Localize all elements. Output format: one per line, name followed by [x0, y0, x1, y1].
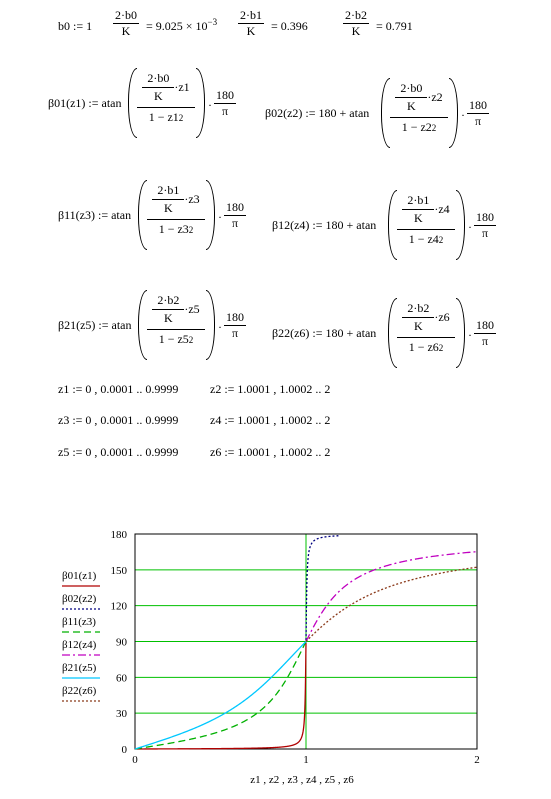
atan-argument — [396, 193, 456, 247]
inner-denominator: K — [413, 211, 423, 225]
factor-numerator: 180 — [476, 210, 494, 224]
legend-label: β02(z2) — [62, 593, 97, 605]
equation-lhs: β02(z2) := 180 + atan — [265, 106, 370, 120]
legend-label: β21(z5) — [62, 662, 97, 674]
fraction-numerator: 2·b2 — [345, 8, 367, 22]
fraction-2b2-over-k[interactable] — [343, 9, 369, 37]
equation-lhs: β01(z1) := atan — [48, 96, 122, 110]
variable-multiplier: ·z5 — [184, 302, 200, 316]
argument-numerator — [395, 81, 442, 114]
value-text: = 9.025 × 10 — [146, 19, 208, 33]
argument-denominator: 1 − z6 2 — [408, 340, 444, 354]
factor-denominator: π — [221, 103, 229, 118]
atan-argument — [136, 71, 196, 125]
argument-numerator — [152, 293, 199, 326]
degree-factor — [224, 311, 246, 339]
argument-denominator: 1 − z2 2 — [401, 120, 437, 134]
x-tick-label: 0 — [132, 754, 138, 766]
denominator-text: 1 − z4 — [408, 232, 439, 246]
equation-beta12[interactable] — [272, 190, 502, 260]
argument-fraction-bar — [397, 337, 455, 338]
factor-numerator: 180 — [469, 98, 487, 112]
argument-fraction-bar — [147, 219, 205, 220]
dot-operator: · — [461, 108, 465, 122]
variable-multiplier: ·z1 — [174, 80, 190, 94]
degree-factor — [474, 211, 496, 239]
argument-fraction-bar — [390, 117, 448, 118]
argument-denominator: 1 − z4 2 — [408, 232, 444, 246]
inner-numerator: 2·b1 — [157, 183, 180, 197]
argument-fraction-bar — [397, 229, 455, 230]
inner-fraction-bar — [142, 87, 174, 88]
b0-ratio-value — [146, 17, 218, 33]
argument-denominator: 1 − z1 2 — [148, 110, 184, 124]
denominator-text: 1 − z5 — [158, 332, 189, 346]
inner-numerator: 2·b2 — [407, 301, 430, 315]
inner-fraction-bar — [152, 309, 184, 310]
exponent: −3 — [207, 17, 218, 27]
inner-fraction-bar — [152, 199, 184, 200]
equation-beta01[interactable] — [48, 68, 278, 138]
denominator-text: 1 − z6 — [408, 340, 439, 354]
b2-ratio-value: = 0.791 — [376, 19, 413, 33]
inner-denominator: K — [163, 201, 173, 215]
y-tick-label: 0 — [121, 744, 127, 756]
denominator-text: 1 − z3 — [158, 222, 189, 236]
legend-label: β01(z1) — [62, 570, 97, 582]
right-paren — [449, 78, 458, 148]
y-tick-label: 120 — [110, 600, 127, 613]
factor-numerator: 180 — [476, 318, 494, 332]
degree-factor — [224, 201, 246, 229]
x-tick-label: 1 — [303, 754, 309, 766]
dot-operator: · — [218, 210, 222, 224]
inner-denominator: K — [413, 319, 423, 333]
right-paren — [206, 290, 215, 360]
factor-denominator: π — [481, 225, 489, 240]
dot-operator: · — [218, 320, 222, 334]
range-z4[interactable]: z4 := 1.0001 , 1.0002 .. 2 — [210, 413, 331, 427]
inner-numerator: 2·b0 — [147, 71, 170, 85]
fraction-denominator: K — [351, 23, 361, 38]
legend-label: β11(z3) — [62, 616, 96, 628]
fraction-numerator: 2·b1 — [240, 8, 262, 22]
x-tick-label: 2 — [474, 754, 480, 766]
degree-factor — [474, 319, 496, 347]
range-z1[interactable]: z1 := 0 , 0.0001 .. 0.9999 — [58, 382, 179, 396]
denominator-text: 1 − z1 — [148, 110, 179, 124]
series-line — [135, 642, 306, 749]
argument-numerator — [402, 193, 449, 226]
factor-numerator: 180 — [216, 88, 234, 102]
series-line — [306, 567, 477, 641]
y-tick-label: 30 — [116, 708, 127, 721]
dot-operator: · — [468, 328, 472, 342]
plot-svg — [0, 520, 551, 799]
factor-denominator: π — [231, 325, 239, 340]
atan-argument — [146, 183, 206, 237]
equation-lhs: β12(z4) := 180 + atan — [272, 218, 377, 232]
inner-fraction-bar — [402, 317, 434, 318]
equation-lhs: β21(z5) := atan — [58, 318, 132, 332]
equation-beta02[interactable] — [265, 78, 495, 148]
inner-numerator: 2·b0 — [400, 81, 423, 95]
y-tick-label: 90 — [116, 636, 127, 649]
inner-denominator: K — [153, 89, 163, 103]
range-z3[interactable]: z3 := 0 , 0.0001 .. 0.9999 — [58, 413, 179, 427]
argument-fraction-bar — [147, 329, 205, 330]
fraction-denominator: K — [246, 23, 256, 38]
atan-argument — [389, 81, 449, 135]
equation-beta22[interactable] — [272, 298, 502, 368]
factor-denominator: π — [481, 333, 489, 348]
fraction-denominator: K — [121, 23, 131, 38]
degree-factor — [214, 89, 236, 117]
equation-lhs: β22(z6) := 180 + atan — [272, 326, 377, 340]
series-line — [306, 552, 477, 642]
denominator-text: 1 − z2 — [401, 120, 432, 134]
argument-numerator — [402, 301, 449, 334]
range-z2[interactable]: z2 := 1.0001 , 1.0002 .. 2 — [210, 382, 331, 396]
argument-fraction-bar — [137, 107, 195, 108]
argument-denominator: 1 − z3 2 — [158, 222, 194, 236]
variable-multiplier: ·z4 — [434, 202, 450, 216]
inner-denominator: K — [163, 311, 173, 325]
series-line — [135, 643, 306, 749]
argument-numerator — [142, 71, 189, 104]
equation-beta21[interactable] — [58, 290, 288, 360]
inner-numerator: 2·b1 — [407, 193, 430, 207]
inner-denominator: K — [406, 99, 416, 113]
y-tick-label: 180 — [110, 529, 127, 541]
right-paren — [456, 190, 465, 260]
right-paren — [206, 180, 215, 250]
factor-numerator: 180 — [226, 200, 244, 214]
series-line — [135, 642, 306, 749]
factor-denominator: π — [231, 215, 239, 230]
y-tick-label: 60 — [116, 672, 127, 685]
equation-beta11[interactable] — [58, 180, 288, 250]
factor-denominator: π — [474, 113, 482, 128]
equation-lhs: β11(z3) := atan — [58, 208, 132, 222]
variable-multiplier: ·z3 — [184, 192, 200, 206]
inner-numerator: 2·b2 — [157, 293, 180, 307]
dot-operator: · — [208, 98, 212, 112]
atan-argument — [396, 301, 456, 355]
x-axis-label: z1 , z2 , z3 , z4 , z5 , z6 — [250, 774, 354, 786]
right-paren — [196, 68, 205, 138]
degree-factor — [467, 99, 489, 127]
fraction-2b1-over-k[interactable] — [238, 9, 264, 37]
inner-fraction-bar — [402, 209, 434, 210]
xy-plot[interactable] — [0, 520, 551, 799]
variable-multiplier: ·z6 — [434, 310, 450, 324]
y-tick-label: 150 — [110, 564, 127, 577]
fraction-2b0-over-k[interactable] — [113, 9, 139, 37]
series-line — [306, 536, 340, 640]
argument-denominator: 1 − z5 2 — [158, 332, 194, 346]
b0-definition[interactable]: b0 := 1 — [58, 19, 93, 33]
range-z5[interactable]: z5 := 0 , 0.0001 .. 0.9999 — [58, 445, 179, 459]
atan-argument — [146, 293, 206, 347]
range-z6[interactable]: z6 := 1.0001 , 1.0002 .. 2 — [210, 445, 331, 459]
fraction-numerator: 2·b0 — [115, 8, 137, 22]
dot-operator: · — [468, 220, 472, 234]
inner-fraction-bar — [395, 97, 427, 98]
legend-label: β22(z6) — [62, 685, 97, 697]
variable-multiplier: ·z2 — [427, 90, 443, 104]
legend-label: β12(z4) — [62, 639, 97, 651]
right-paren — [456, 298, 465, 368]
argument-numerator — [152, 183, 199, 216]
b1-ratio-value: = 0.396 — [271, 19, 308, 33]
factor-numerator: 180 — [226, 310, 244, 324]
